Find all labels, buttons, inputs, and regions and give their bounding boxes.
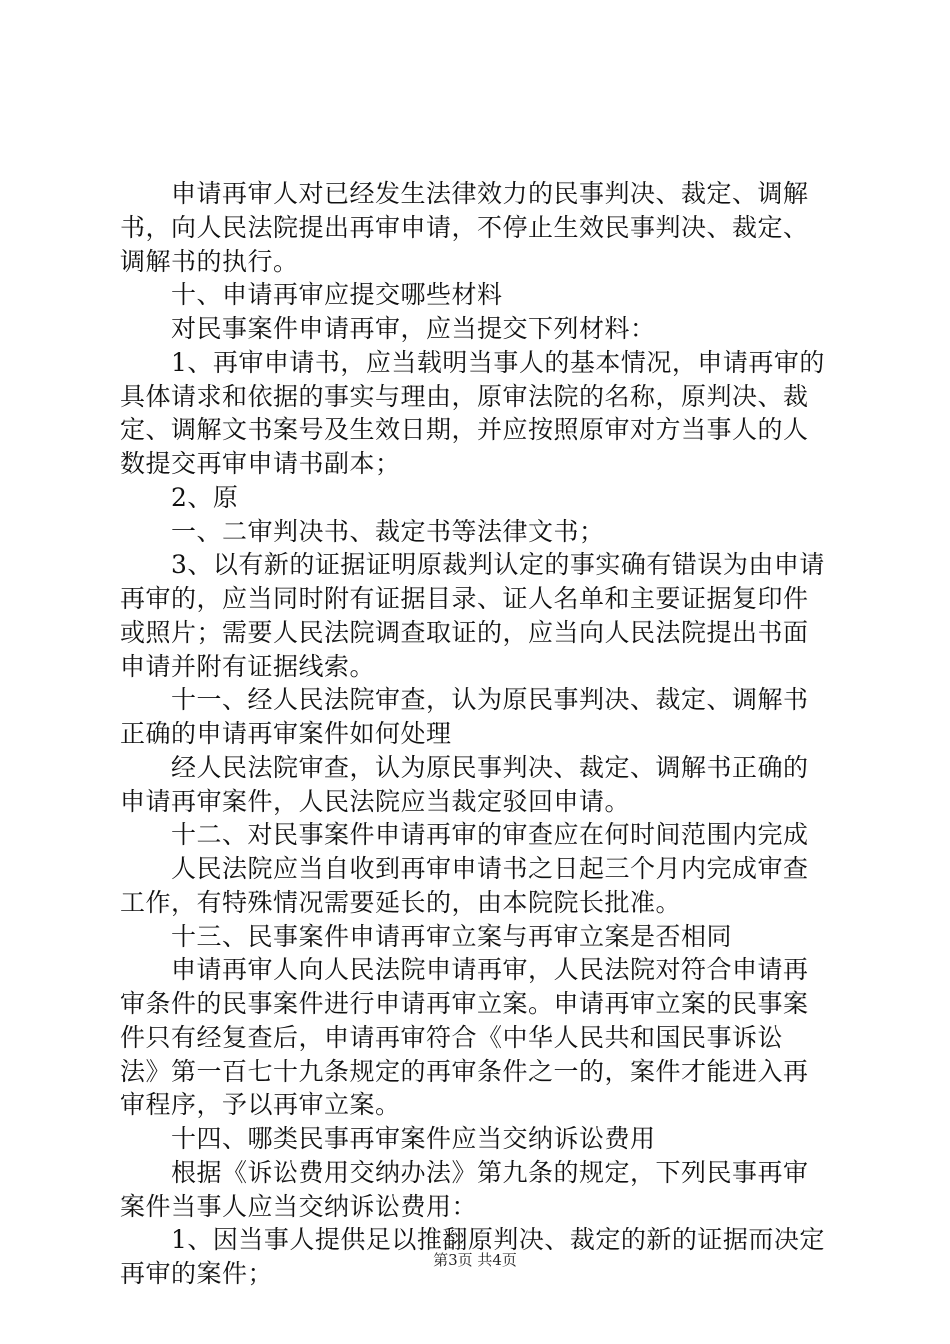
- text-line: 调解书的执行。: [120, 247, 299, 276]
- section-heading: 十一、经人民法院审查，认为原民事判决、裁定、调解书: [120, 685, 809, 714]
- text-line: 根据《诉讼费用交纳办法》第九条的规定，下列民事再审: [120, 1158, 809, 1187]
- text-line: 一、二审判决书、裁定书等法律文书；: [120, 517, 605, 546]
- text-line: 人民法院应当自收到再审申请书之日起三个月内完成审查: [120, 854, 809, 883]
- text-line: 数提交再审申请书副本；: [120, 449, 401, 478]
- text-line: 申请再审人向人民法院申请再审，人民法院对符合申请再: [120, 955, 809, 984]
- section-heading: 十二、对民事案件申请再审的审查应在何时间范围内完成: [120, 820, 809, 849]
- text-line: 法》第一百七十九条规定的再审条件之一的，案件才能进入再: [120, 1057, 809, 1086]
- text-line: 1、再审申请书，应当载明当事人的基本情况，申请再审的: [120, 348, 825, 377]
- text-line: 申请并附有证据线索。: [120, 652, 376, 681]
- text-line: 具体请求和依据的事实与理由，原审法院的名称，原判决、裁: [120, 382, 809, 411]
- section-heading: 正确的申请再审案件如何处理: [120, 719, 452, 748]
- text-line: 对民事案件申请再审，应当提交下列材料：: [120, 314, 656, 343]
- text-line: 或照片；需要人民法院调查取证的，应当向人民法院提出书面: [120, 618, 809, 647]
- text-line: 申请再审案件，人民法院应当裁定驳回申请。: [120, 787, 631, 816]
- text-line: 案件当事人应当交纳诉讼费用：: [120, 1192, 478, 1221]
- text-line: 再审的，应当同时附有证据目录、证人名单和主要证据复印件: [120, 584, 809, 613]
- text-line: 2、原: [120, 483, 239, 512]
- text-line: 经人民法院审查，认为原民事判决、裁定、调解书正确的: [120, 753, 809, 782]
- section-heading: 十、申请再审应提交哪些材料: [120, 280, 503, 309]
- text-line: 书，向人民法院提出再审申请，不停止生效民事判决、裁定、: [120, 213, 809, 242]
- text-line: 申请再审人对已经发生法律效力的民事判决、裁定、调解: [120, 179, 809, 208]
- page-number-footer: 第3页 共4页: [433, 1251, 517, 1269]
- text-line: 件只有经复查后，申请再审符合《中华人民共和国民事诉讼: [120, 1023, 784, 1052]
- text-line: 再审的案件；: [120, 1259, 274, 1288]
- text-line: 定、调解文书案号及生效日期，并应按照原审对方当事人的人: [120, 415, 809, 444]
- section-heading: 十三、民事案件申请再审立案与再审立案是否相同: [120, 922, 733, 951]
- text-line: 审程序，予以再审立案。: [120, 1090, 401, 1119]
- text-line: 审条件的民事案件进行申请再审立案。申请再审立案的民事案: [120, 989, 809, 1018]
- section-heading: 十四、哪类民事再审案件应当交纳诉讼费用: [120, 1124, 656, 1153]
- text-line: 工作，有特殊情况需要延长的，由本院院长批准。: [120, 888, 682, 917]
- text-line: 3、以有新的证据证明原裁判认定的事实确有错误为由申请: [120, 550, 825, 579]
- text-line: 1、因当事人提供足以推翻原判决、裁定的新的证据而决定: [120, 1225, 825, 1254]
